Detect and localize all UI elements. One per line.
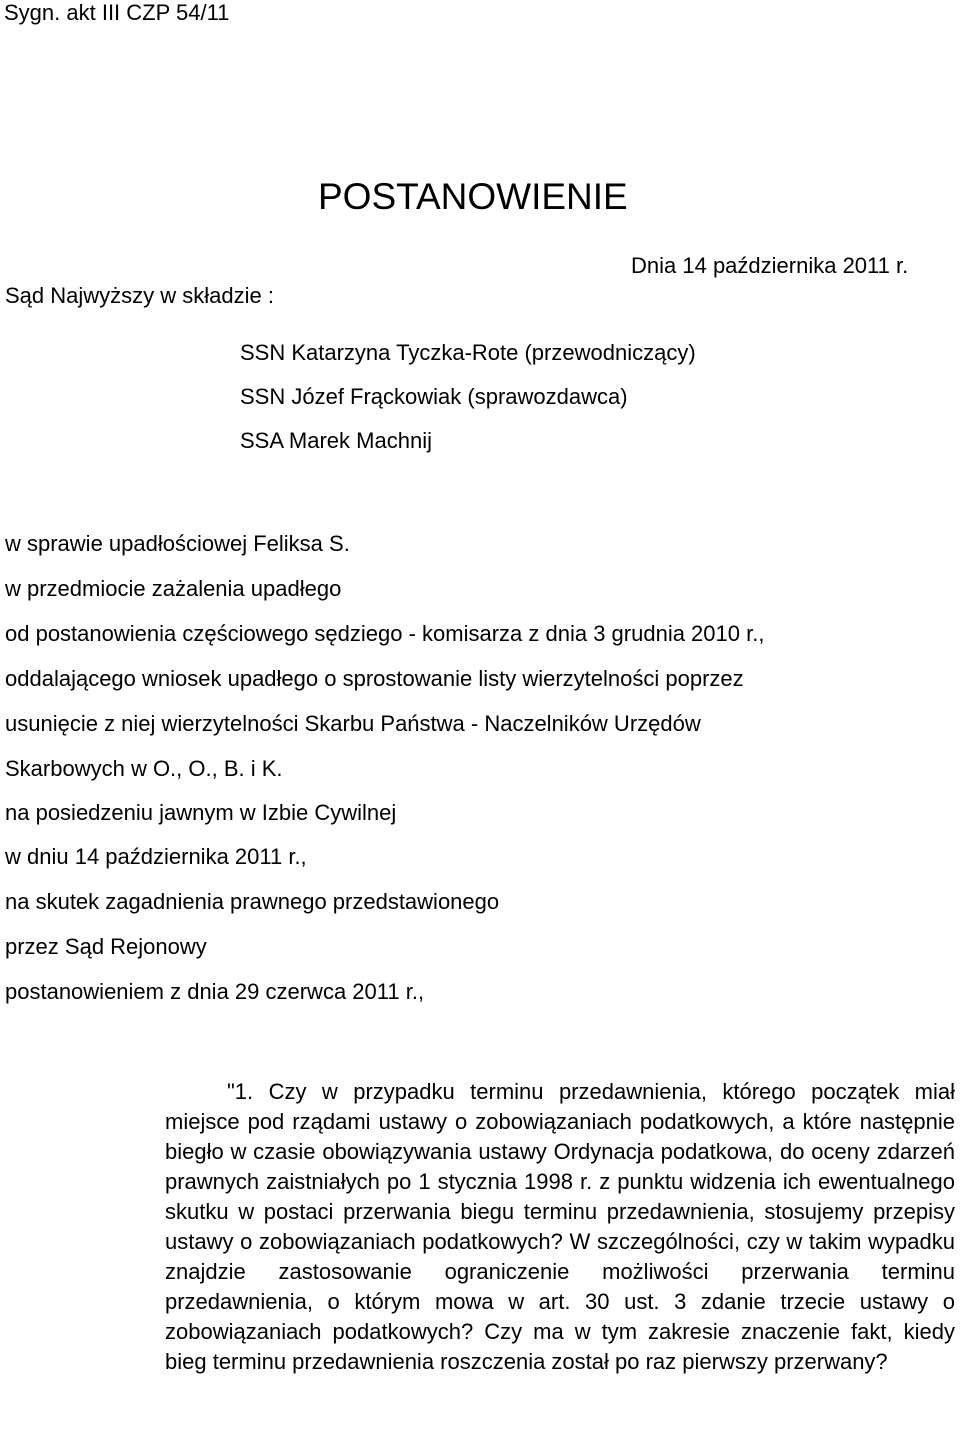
case-description — [5, 531, 764, 1024]
legal-question: "1. Czy w przypadku terminu przedawnienia, którego początek miał miejsce pod rządami ustawy o zobowiązaniach podatkowych, a które następnie biegło w czasie obowiązywania ustawy Ordynacja podatkowa, do oceny zdarzeń prawnych zaistniałych po 1 stycznia 1998 r. z punktu widzenia ich ewentualnego skutku w postaci przerwania biegu terminu przedawnienia, stosujemy przepisy ustawy o zobowiązaniach podatkowych? W szczególności, czy w takim wypadku znajdzie zastosowanie ograniczenie możliwości przerwania terminu przedawnienia, o którym mowa w art. 30 ust. 3 zdanie trzecie ustawy o zobowiązaniach podatkowych? Czy ma w tym zakresie znaczenie fakt, kiedy bieg terminu przedawnienia roszczenia został po raz pierwszy przerwany? — [165, 1079, 955, 1374]
document-date: Dnia 14 października 2011 r. — [631, 253, 909, 278]
judge-rapporteur: SSN Józef Frąckowiak (sprawozdawca) — [240, 384, 628, 409]
court-composition-label: Sąd Najwyższy w składzie : — [5, 283, 274, 308]
case-line: na posiedzeniu jawnym w Izbie Cywilnej — [5, 800, 397, 825]
judge-member: SSA Marek Machnij — [240, 428, 432, 453]
court-composition-list — [240, 340, 696, 472]
case-line: przez Sąd Rejonowy — [5, 934, 207, 959]
case-signature: Sygn. akt III CZP 54/11 — [4, 0, 230, 25]
case-line: od postanowienia częściowego sędziego - komisarza z dnia 3 grudnia 2010 r., — [5, 621, 765, 646]
case-line: w dniu 14 października 2011 r., — [5, 844, 307, 869]
document-title: POSTANOWIENIE — [318, 176, 628, 217]
case-line: Skarbowych w O., O., B. i K. — [5, 756, 283, 781]
case-line: w przedmiocie zażalenia upadłego — [5, 576, 342, 601]
case-line: usunięcie z niej wierzytelności Skarbu Państwa - Naczelników Urzędów — [5, 711, 701, 736]
case-line: postanowieniem z dnia 29 czerwca 2011 r., — [5, 979, 425, 1004]
case-line: w sprawie upadłościowej Feliksa S. — [5, 531, 350, 556]
case-line: oddalającego wniosek upadłego o sprostowanie listy wierzytelności poprzez — [5, 666, 744, 691]
case-line: na skutek zagadnienia prawnego przedstawionego — [5, 889, 500, 914]
judge-presiding: SSN Katarzyna Tyczka-Rote (przewodniczący) — [240, 340, 696, 365]
